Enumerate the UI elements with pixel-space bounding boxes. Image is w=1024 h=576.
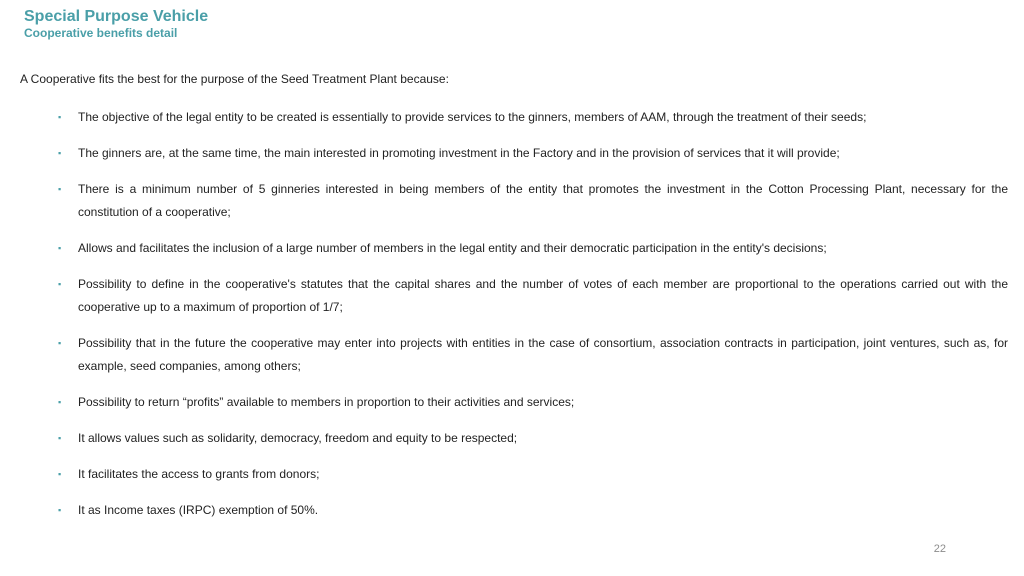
bullet-marker-icon: ▪ — [58, 433, 62, 443]
bullet-text: It facilitates the access to grants from donors; — [78, 467, 320, 481]
bullet-marker-icon: ▪ — [58, 184, 62, 194]
bullet-marker-icon: ▪ — [58, 148, 62, 158]
bullet-marker-icon: ▪ — [58, 112, 62, 122]
bullet-text: It allows values such as solidarity, democracy, freedom and equity to be respected; — [78, 431, 518, 445]
bullet-text: The objective of the legal entity to be created is essentially to provide services to the ginners, members of AAM, through the treatment of their seeds; — [78, 110, 867, 124]
bullet-item — [58, 427, 1008, 450]
bullet-text: Possibility to define in the cooperative's statutes that the capital shares and the number of votes of each member are proportional to the operations carried out with the cooperative up to a maximum of proportion of 1/7; — [78, 277, 1008, 314]
bullet-item — [58, 106, 1008, 129]
bullet-marker-icon: ▪ — [58, 243, 62, 253]
bullet-item — [58, 237, 1008, 260]
bullet-marker-icon: ▪ — [58, 397, 62, 407]
slide-subtitle: Cooperative benefits detail — [24, 26, 178, 40]
bullet-marker-icon: ▪ — [58, 338, 62, 348]
bullet-item — [58, 178, 1008, 224]
bullet-text: The ginners are, at the same time, the main interested in promoting investment in the Factory and in the provision of services that it will provide; — [78, 146, 840, 160]
bullet-text: Possibility that in the future the cooperative may enter into projects with entities in the case of consortium, association contracts in participation, joint ventures, such as, for example, seed companies, among others; — [78, 336, 1008, 373]
slide-title: Special Purpose Vehicle — [24, 8, 209, 25]
bullet-marker-icon: ▪ — [58, 505, 62, 515]
bullet-item — [58, 391, 1008, 414]
bullet-text: There is a minimum number of 5 ginneries interested in being members of the entity that promotes the investment in the Cotton Processing Plant, necessary for the constitution of a cooperative; — [78, 182, 1008, 219]
bullet-text: Possibility to return “profits” available to members in proportion to their activities and services; — [78, 395, 575, 409]
bullet-text: Allows and facilitates the inclusion of a large number of members in the legal entity and their democratic participation in the entity's decisions; — [78, 241, 827, 255]
intro-text: A Cooperative fits the best for the purpose of the Seed Treatment Plant because: — [20, 72, 449, 86]
bullet-text: It as Income taxes (IRPC) exemption of 50%. — [78, 503, 319, 517]
bullet-item — [58, 332, 1008, 378]
bullet-item — [58, 142, 1008, 165]
bullet-item — [58, 273, 1008, 319]
bullet-item — [58, 499, 1008, 522]
page-number: 22 — [933, 543, 946, 555]
bullet-marker-icon: ▪ — [58, 279, 62, 289]
bullet-item — [58, 463, 1008, 486]
bullet-list — [58, 106, 1008, 535]
bullet-marker-icon: ▪ — [58, 469, 62, 479]
